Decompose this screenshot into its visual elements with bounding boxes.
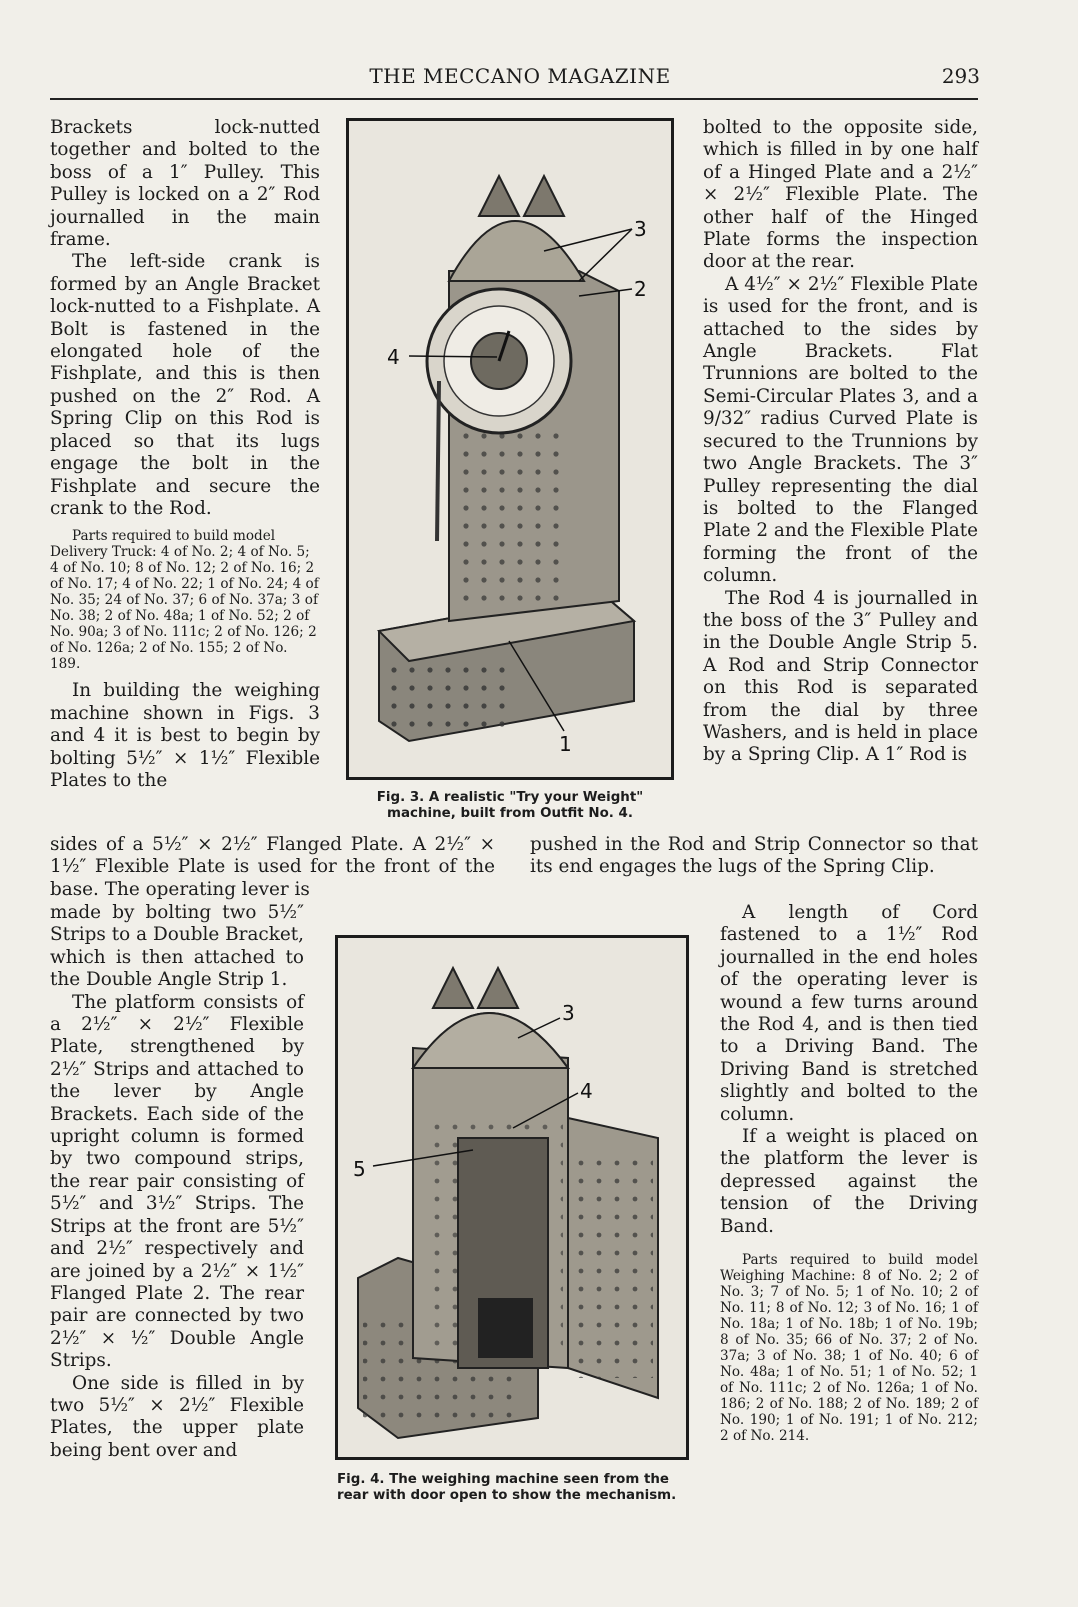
figure-3 xyxy=(346,118,674,780)
figure-3-caption: Fig. 3. A realistic "Try your Weight" machine, built from Outfit No. 4. xyxy=(376,790,644,821)
fig3-label-2: 2 xyxy=(634,277,647,301)
header-rule xyxy=(50,98,978,100)
paragraph: The Rod 4 is journalled in the boss of the 3″ Pulley and in the Double Angle Strip 5. A Rod and Strip Connector on this Rod is separated from the dial by three Washers, and is held in place by a Spring Clip. A 1″ Rod is xyxy=(703,587,978,766)
figure-4-caption: Fig. 4. The weighing machine seen from the rear with door open to show the mechanism. xyxy=(337,1472,677,1503)
parts-list-delivery-truck xyxy=(50,528,320,672)
figure-4 xyxy=(335,935,689,1460)
fig3-label-4: 4 xyxy=(387,345,400,369)
parts-list-weighing-machine xyxy=(720,1252,978,1444)
paragraph: The platform consists of a 2½″ × 2½″ Flexible Plate, strengthened by 2½″ Strips and attached to the lever by Angle Brackets. Each side of the upright column is formed by two compound strips, the rear pair consisting of 5½″ and 3½″ Strips. The Strips at the front are 5½″ and 2½″ respectively and are joined by a 2½″ × 1½″ Flanged Plate 2. The rear pair are connected by two 2½″ × ½″ Double Angle Strips. xyxy=(50,991,304,1372)
span-text-right: pushed in the Rod and Strip Connector so that its end engages the lugs of the Spring Clip. xyxy=(530,834,978,878)
paragraph: In building the weighing machine shown in Figs. 3 and 4 it is best to begin by bolting 5½″ × 1½″ Flexible Plates to the xyxy=(50,680,320,791)
paragraph: Brackets lock-nutted together and bolted to the boss of a 1″ Pulley. This Pulley is locked on a 2″ Rod journalled in the main frame. xyxy=(50,117,320,251)
right-column-bottom xyxy=(720,902,978,1444)
paragraph: The left-side crank is formed by an Angle Bracket lock-nutted to a Fishplate. A Bolt is fastened in the elongated hole of the Fishplate, and this is then pushed on the 2″ Rod. A Spring Clip on this Rod is placed so that its lugs engage the bolt in the Fishplate and secure the crank to the Rod. xyxy=(50,251,320,519)
paragraph: If a weight is placed on the platform the lever is depressed against the tension of the Driving Band. xyxy=(720,1126,978,1237)
parts-list-text: Parts required to build model Weighing Machine: 8 of No. 2; 2 of No. 3; 7 of No. 5; 1 of No. 10; 2 of No. 11; 8 of No. 12; 3 of No. 16; 1 of No. 18a; 1 of No. 18b; 1 of No. 19b; 8 of No. 35; 66 of No. 37; 2 of No. 37a; 3 of No. 38; 1 of No. 40; 6 of No. 48a; 1 of No. 51; 1 of No. 52; 1 of No. 111c; 2 of No. 126a; 1 of No. 186; 2 of No. 188; 2 of No. 189; 2 of No. 190; 1 of No. 191; 1 of No. 212; 2 of No. 214. xyxy=(720,1252,978,1445)
paragraph: A length of Cord fastened to a 1½″ Rod journalled in the end holes of the operating lever is wound a few turns around the Rod 4, and is then tied to a Driving Band. The Driving Band is stretched slightly and bolted to the column. xyxy=(720,902,978,1125)
right-column-top xyxy=(703,117,978,767)
paragraph: made by bolting two 5½″ Strips to a Double Bracket, which is then attached to the Double Angle Strip 1. xyxy=(50,902,304,991)
left-column-top xyxy=(50,117,320,792)
fig4-label-5: 5 xyxy=(353,1157,366,1181)
page-number: 293 xyxy=(941,64,980,88)
paragraph: bolted to the opposite side, which is filled in by one half of a Hinged Plate and a 2½″ × 2½″ Flexible Plate. The other half of the Hinged Plate forms the inspection door at the rear. xyxy=(703,117,978,273)
fig3-label-1: 1 xyxy=(559,732,572,756)
weighing-machine-rear-illustration xyxy=(338,938,686,1457)
fig3-label-3: 3 xyxy=(634,217,647,241)
paragraph: A 4½″ × 2½″ Flexible Plate is used for the front, and is attached to the sides by Angle Brackets. Flat Trunnions are bolted to the Semi-Circular Plates 3, and a 9/32″ radius Curved Plate is secured to the Trunnions by two Angle Brackets. The 3″ Pulley representing the dial is bolted to the Flanged Plate 2 and the Flexible Plate forming the front of the column. xyxy=(703,273,978,587)
fig4-label-3: 3 xyxy=(562,1001,575,1025)
magazine-title: THE MECCANO MAGAZINE xyxy=(369,64,671,88)
span-text-left: sides of a 5½″ × 2½″ Flanged Plate. A 2½″ × 1½″ Flexible Plate is used for the front of the base. The operating lever is xyxy=(50,834,495,900)
fig4-label-4: 4 xyxy=(580,1079,593,1103)
weighing-machine-front-illustration xyxy=(349,121,671,777)
left-column-bottom xyxy=(50,902,304,1462)
parts-list-text: Parts required to build model Delivery Truck: 4 of No. 2; 4 of No. 5; 4 of No. 10; 8 of No. 12; 2 of No. 16; 2 of No. 17; 4 of No. 22; 1 of No. 24; 4 of No. 35; 24 of No. 37; 6 of No. 37a; 3 of No. 38; 2 of No. 48a; 1 of No. 52; 2 of No. 90a; 3 of No. 111c; 2 of No. 126; 2 of No. 126a; 2 of No. 155; 2 of No. 189. xyxy=(50,528,319,673)
paragraph: One side is filled in by two 5½″ × 2½″ Flexible Plates, the upper plate being bent over and xyxy=(50,1372,304,1461)
